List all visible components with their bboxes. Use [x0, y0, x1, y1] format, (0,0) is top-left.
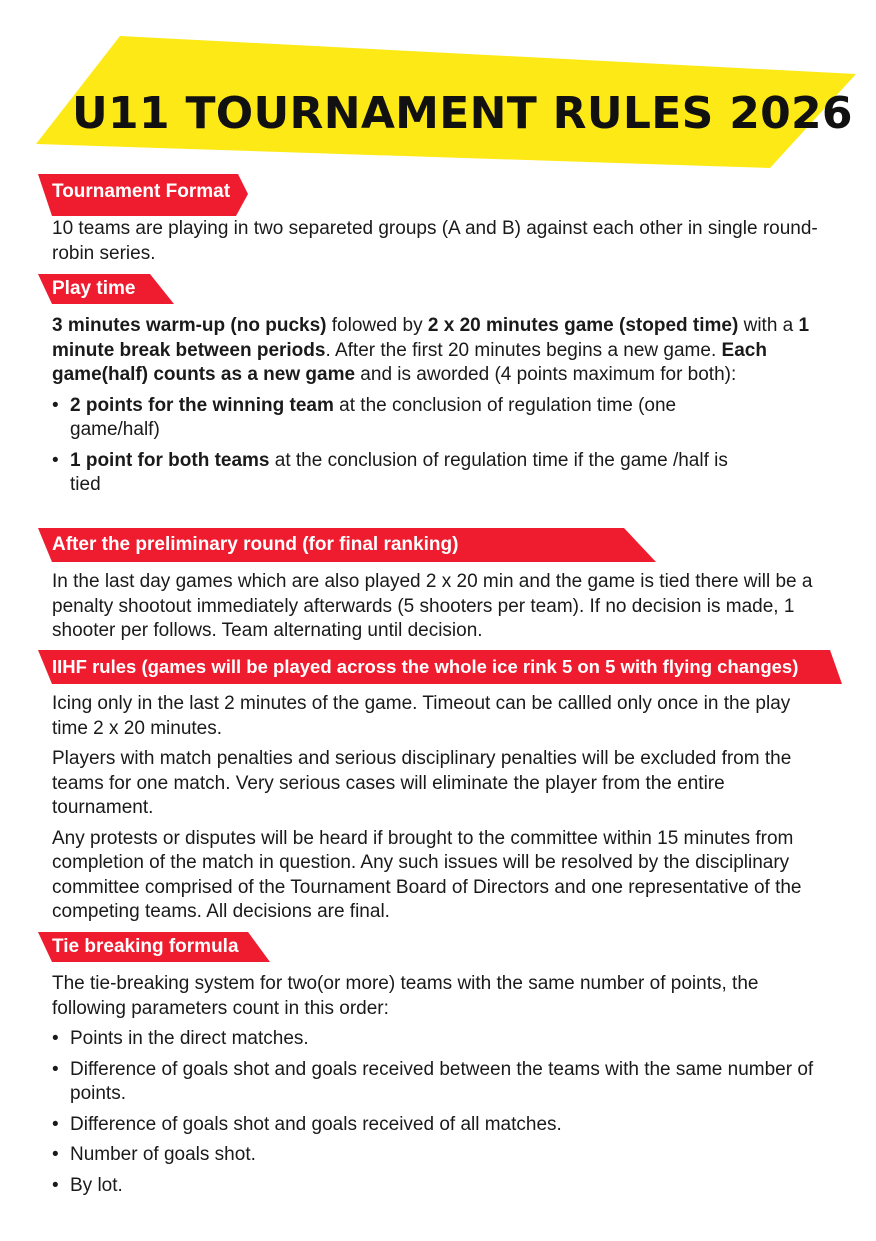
section-heading-iihf: IIHF rules (games will be played across the whole ice rink 5 on 5 with flying changes) — [52, 656, 799, 677]
playtime-each-game: Each game(half) counts as a new game — [52, 339, 767, 385]
section-body-format — [52, 217, 822, 272]
section-body-preliminary — [52, 570, 822, 650]
playtime-text-1: folowed by — [326, 315, 428, 336]
iihf-protests: Any protests or disputes will be heard if brought to the committee within 15 minutes from completion of the match in question. Any such issues will be resolved by the disciplinary committee comprised of the Tournament Board of Directors and one representative of the competing teams. All decisions are final. — [52, 827, 802, 922]
list-item — [52, 449, 732, 498]
points-win: 2 points for the winning team — [70, 394, 334, 416]
iihf-icing: Icing only in the last 2 minutes of the game. Timeout can be callled only once in the play time 2 x 20 minutes. — [52, 693, 791, 739]
section-body-tiebreak — [52, 972, 822, 1204]
points-list — [52, 394, 732, 498]
playtime-break: 1 minute break between periods — [52, 315, 810, 361]
section-heading-playtime: Play time — [52, 278, 136, 299]
page-title: U11 TOURNAMENT RULES 2026 — [72, 88, 853, 139]
list-item: • Number of goals shot. — [52, 1143, 822, 1168]
playtime-warmup: 3 minutes warm-up (no pucks) — [52, 315, 327, 336]
list-item: • Difference of goals shot and goals received of all matches. — [52, 1113, 822, 1138]
section-body-playtime — [52, 314, 822, 504]
playtime-paragraph — [52, 314, 822, 388]
section-heading-format: Tournament Format — [52, 181, 231, 202]
section-body-iihf — [52, 692, 822, 931]
tiebreak-list — [52, 1027, 822, 1198]
points-tie: 1 point for both teams — [70, 449, 270, 471]
points-tie-text: at the conclusion of regulation time if the game /half is tied — [70, 449, 728, 495]
list-item — [52, 394, 732, 443]
playtime-text-4: and is aworded (4 points maximum for both): — [355, 364, 737, 385]
section-heading-tiebreak: Tie breaking formula — [52, 936, 239, 957]
format-text: 10 teams are playing in two separeted groups (A and B) against each other in single round-robin series. — [52, 218, 818, 264]
section-heading-preliminary: After the preliminary round (for final ranking) — [52, 534, 459, 555]
list-item: • Difference of goals shot and goals received between the teams with the same number of points. — [52, 1058, 822, 1107]
playtime-game-length: 2 x 20 minutes game (stoped time) — [427, 315, 739, 336]
playtime-text-2: with a — [738, 315, 799, 336]
iihf-penalties: Players with match penalties and serious disciplinary penalties will be excluded from the teams for one match. Very serious cases will eliminate the player from the entire tournament. — [52, 748, 792, 818]
preliminary-text: In the last day games which are also played 2 x 20 min and the game is tied there will be a penalty shootout immediately afterwards (5 shooters per team). If no decision is made, 1 shooter per follows. Team alternating until decision. — [52, 571, 813, 641]
list-item: • By lot. — [52, 1174, 822, 1199]
list-item: • Points in the direct matches. — [52, 1027, 822, 1052]
points-win-text: at the conclusion of regulation time (one game/half) — [70, 394, 677, 440]
playtime-text-3: . After the first 20 minutes begins a new game. — [325, 339, 722, 361]
tiebreak-intro: The tie-breaking system for two(or more) teams with the same number of points, the following parameters count in this order: — [52, 973, 759, 1019]
